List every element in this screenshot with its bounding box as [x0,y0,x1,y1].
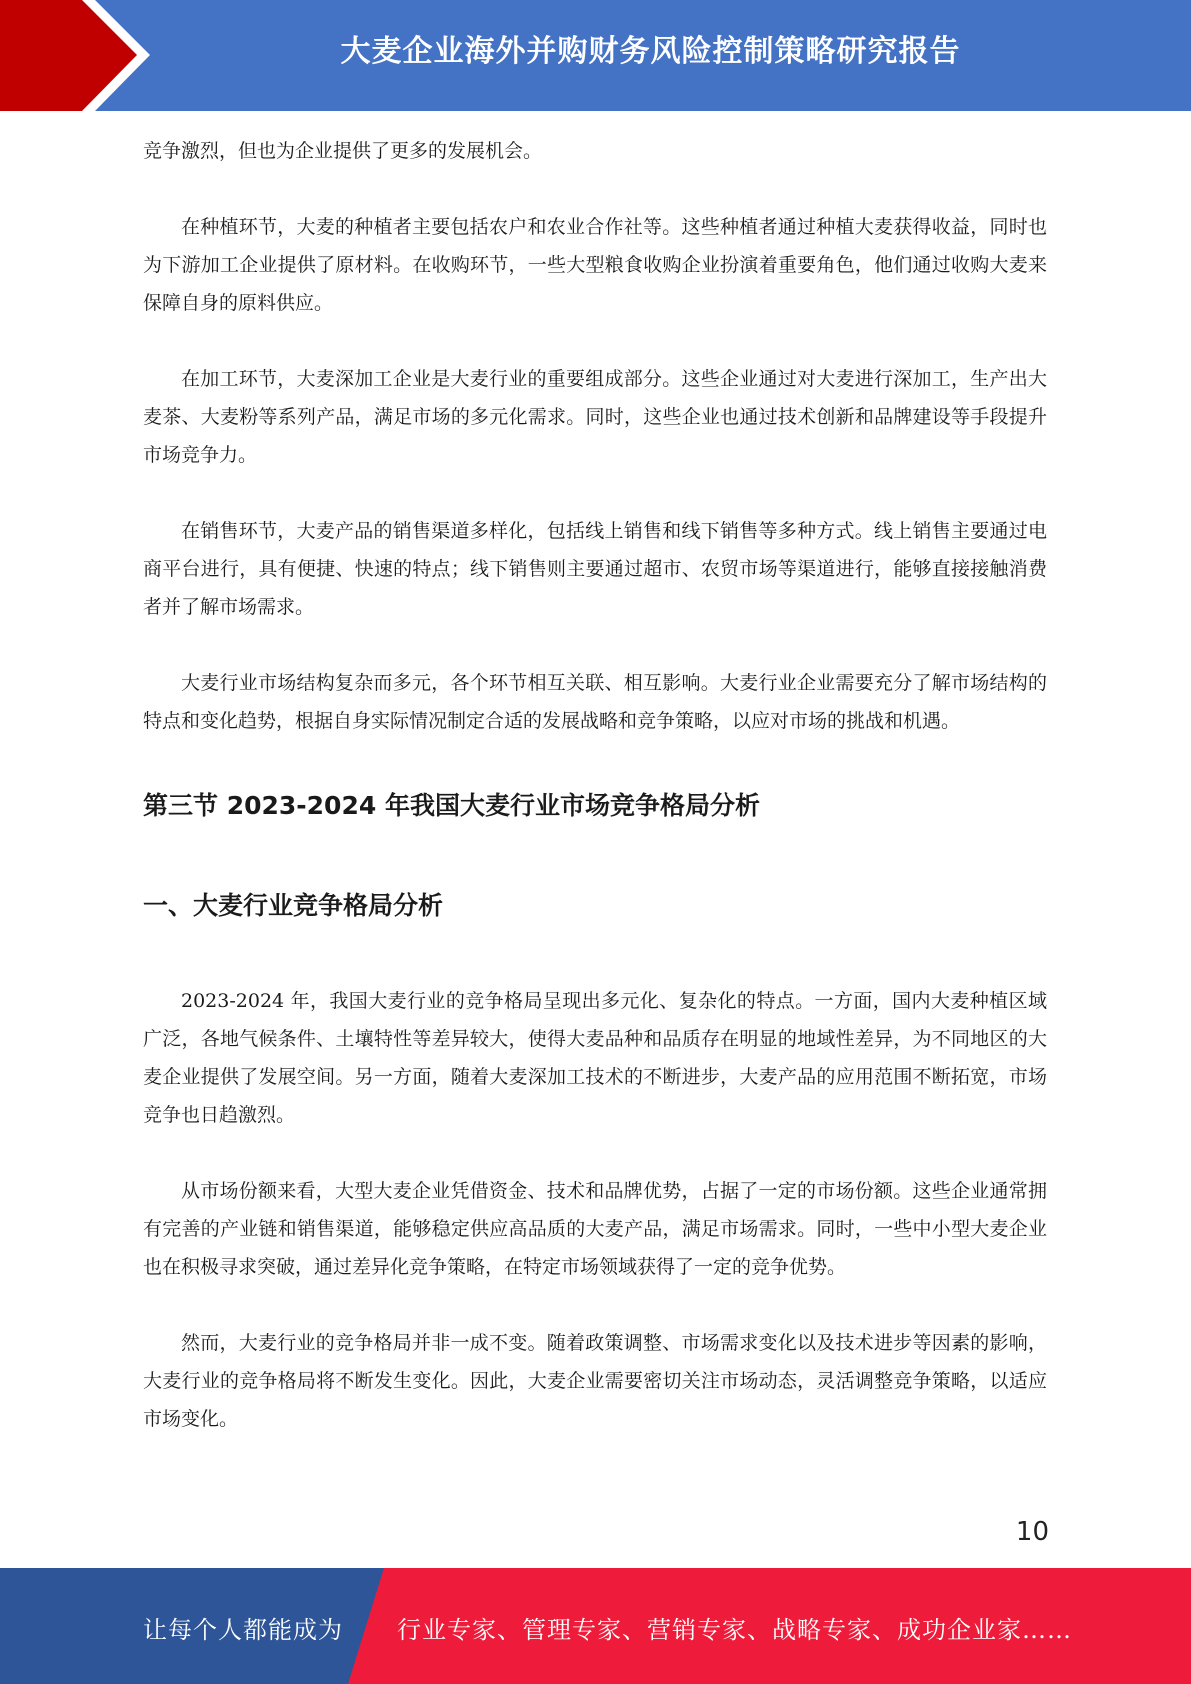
footer-slogan-left: 让每个人都能成为 [143,1616,343,1644]
document-body [143,132,1047,1438]
paragraph-outlook: 然而，大麦行业的竞争格局并非一成不变。随着政策调整、市场需求变化以及技术进步等因素的影响，大麦行业的竞争格局将不断发生变化。因此，大麦企业需要密切关注市场动态，灵活调整竞争策略，以适应市场变化。 [143,1332,1047,1430]
paragraph-market-share: 从市场份额来看，大型大麦企业凭借资金、技术和品牌优势，占据了一定的市场份额。这些企业通常拥有完善的产业链和销售渠道，能够稳定供应高品质的大麦产品，满足市场需求。同时，一些中小型大麦企业也在积极寻求突破，通过差异化竞争策略，在特定市场领域获得了一定的竞争优势。 [143,1180,1047,1278]
sub-heading: 一、大麦行业竞争格局分析 [143,891,444,920]
paragraph-sales: 在销售环节，大麦产品的销售渠道多样化，包括线上销售和线下销售等多种方式。线上销售主要通过电商平台进行，具有便捷、快速的特点；线下销售则主要通过超市、农贸市场等渠道进行，能够直接接触消费者并了解市场需求。 [143,520,1047,618]
page-footer-banner [0,1568,1191,1684]
page-header-banner [0,0,1191,111]
footer-slogan-right: 行业专家、管理专家、营销专家、战略专家、成功企业家…… [397,1616,1072,1644]
paragraph-competition-overview: 2023-2024 年，我国大麦行业的竞争格局呈现出多元化、复杂化的特点。一方面，国内大麦种植区域广泛，各地气候条件、土壤特性等差异较大，使得大麦品种和品质存在明显的地域性差异，为不同地区的大麦企业提供了发展空间。另一方面，随着大麦深加工技术的不断进步，大麦产品的应用范围不断拓宽，市场竞争也日趋激烈。 [143,990,1047,1126]
paragraph-processing: 在加工环节，大麦深加工企业是大麦行业的重要组成部分。这些企业通过对大麦进行深加工，生产出大麦茶、大麦粉等系列产品，满足市场的多元化需求。同时，这些企业也通过技术创新和品牌建设等手段提升市场竞争力。 [143,368,1047,466]
paragraph-market-structure: 大麦行业市场结构复杂而多元，各个环节相互关联、相互影响。大麦行业企业需要充分了解市场结构的特点和变化趋势，根据自身实际情况制定合适的发展战略和竞争策略，以应对市场的挑战和机遇。 [143,672,1047,732]
section-heading: 第三节 2023-2024 年我国大麦行业市场竞争格局分析 [143,791,760,820]
paragraph-planting: 在种植环节，大麦的种植者主要包括农户和农业合作社等。这些种植者通过种植大麦获得收益，同时也为下游加工企业提供了原材料。在收购环节，一些大型粮食收购企业扮演着重要角色，他们通过收购大麦来保障自身的原料供应。 [143,216,1047,314]
paragraph-continuation: 竞争激烈，但也为企业提供了更多的发展机会。 [143,140,543,162]
report-title: 大麦企业海外并购财务风险控制策略研究报告 [340,34,961,69]
page-number: 10 [1015,1517,1049,1547]
